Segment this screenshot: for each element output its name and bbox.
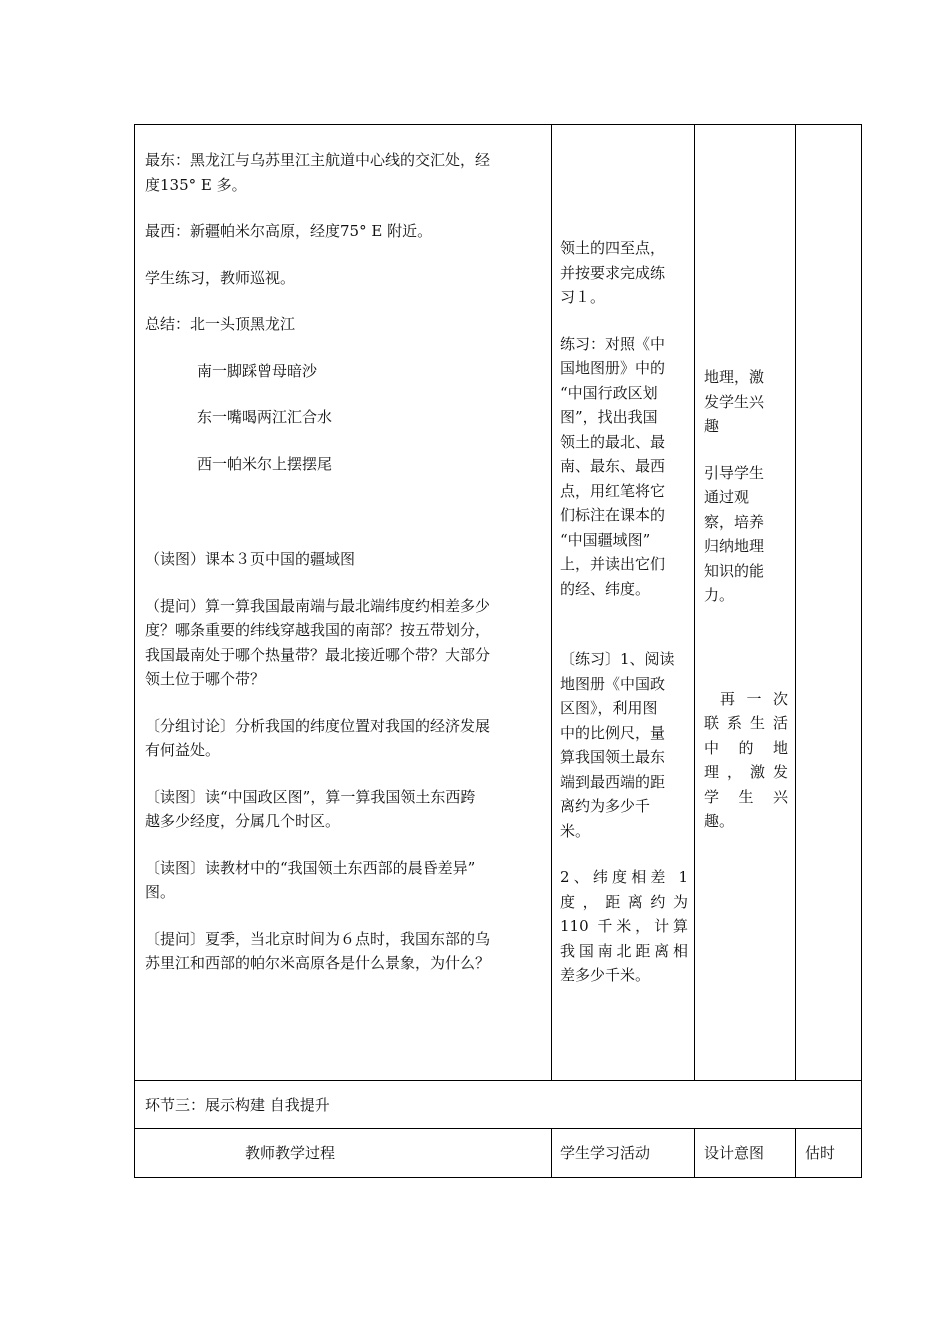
- table-col-divider: [694, 124, 695, 1081]
- text-line: 端到最西端的距: [560, 772, 666, 791]
- text-line: 离约为多少千: [560, 797, 651, 815]
- text-line: 最西：新疆帕米尔高原，经度75° E 附近。: [145, 222, 433, 240]
- table-row-divider: [134, 1080, 862, 1081]
- summary-title: 总结：北一头顶黑龙江: [145, 315, 296, 333]
- text-line: “中国行政区划: [560, 383, 658, 402]
- header-design-intent: 设计意图: [704, 1144, 765, 1162]
- text-line: 区图》，利用图: [560, 699, 658, 717]
- header-time-estimate: 估时: [805, 1144, 836, 1162]
- text-line: 领土的最北、最: [560, 432, 666, 451]
- text-line: 学生练习，教师巡视。: [145, 268, 296, 287]
- text-line: 联系生活: [704, 714, 788, 732]
- text-line: 有何益处。: [145, 741, 221, 759]
- text-line: 通过观: [704, 488, 750, 506]
- text-line: 中的比例尺，量: [560, 723, 666, 742]
- text-line: 〔读图〕读教材中的“我国领土东西部的晨昏差异”: [145, 858, 476, 877]
- table-col-divider: [551, 124, 552, 1081]
- text-line: 度？哪条重要的纬线穿越我国的南部？按五带划分，: [145, 621, 491, 639]
- text-line: 引导学生: [704, 463, 765, 482]
- text-line: 再一次: [720, 689, 788, 708]
- text-line: 〔读图〕读“中国政区图”，算一算我国领土东西跨: [145, 787, 476, 806]
- text-line: 发学生兴: [704, 392, 765, 411]
- section-title: 环节三：展示构建 自我提升: [145, 1096, 330, 1114]
- text-line: “中国疆域图”: [560, 530, 651, 549]
- text-line: 图。: [145, 883, 176, 901]
- text-line: 图”，找出我国: [560, 408, 658, 426]
- text-line: 知识的能: [704, 561, 765, 580]
- text-line: 最东：黑龙江与乌苏里江主航道中心线的交汇处，经: [145, 151, 491, 169]
- summary-line: 西一帕米尔上摆摆尾: [197, 454, 333, 473]
- table-col-divider: [694, 1128, 695, 1178]
- summary-line: 东一嘴喝两江汇合水: [197, 408, 333, 426]
- text-line: 〔分组讨论〕分析我国的纬度位置对我国的经济发展: [145, 716, 491, 735]
- text-line: 力。: [704, 586, 735, 604]
- summary-line: 南一脚踩曾母暗沙: [197, 361, 318, 380]
- text-line: 趣: [704, 417, 720, 435]
- text-line: 度，距离约为: [560, 892, 688, 911]
- text-line: （读图）课本３页中国的疆域图: [145, 550, 356, 568]
- text-line: 的经、纬度。: [560, 579, 651, 598]
- text-line: 越多少经度，分属几个时区。: [145, 812, 341, 830]
- lesson-plan-table: [134, 124, 862, 1178]
- text-line: 们标注在课本的: [560, 506, 666, 524]
- text-line: 差多少千米。: [560, 966, 651, 984]
- text-line: 理，激发: [704, 763, 788, 781]
- text-line: 并按要求完成练: [560, 263, 666, 282]
- header-student-activity: 学生学习活动: [560, 1144, 651, 1162]
- text-line: 〔练习〕1、阅读: [560, 650, 675, 668]
- text-line: 算我国领土最东: [560, 748, 666, 766]
- text-line: 练习：对照《中: [560, 334, 666, 353]
- text-line: 我国最南处于哪个热量带？最北接近哪个带？大部分: [145, 645, 491, 664]
- table-border-left: [134, 124, 135, 1178]
- text-line: 度135° E 多。: [145, 175, 247, 194]
- text-line: 学生兴: [704, 787, 788, 806]
- table-border-right: [861, 124, 862, 1178]
- text-line: 归纳地理: [704, 537, 765, 555]
- text-line: 2、纬度相差 1: [560, 868, 688, 886]
- table-border-top: [134, 124, 862, 125]
- text-line: 110 千米，计算: [560, 917, 688, 935]
- text-line: 我国南北距离相: [560, 941, 688, 960]
- table-col-divider: [795, 1128, 796, 1178]
- text-line: 南、最东、最西: [560, 457, 666, 475]
- text-line: 察，培养: [704, 512, 765, 531]
- text-line: 国地图册》中的: [560, 359, 666, 377]
- text-line: 中的地: [704, 738, 788, 757]
- text-line: 领土的四至点，: [560, 239, 666, 257]
- text-line: 点，用红笔将它: [560, 481, 666, 500]
- text-line: 米。: [560, 821, 591, 840]
- text-line: 〔提问〕夏季，当北京时间为６点时，我国东部的乌: [145, 929, 491, 948]
- text-line: 地图册《中国政: [560, 674, 666, 693]
- text-line: 领土位于哪个带？: [145, 670, 266, 688]
- teacher-process-cell: [145, 148, 543, 976]
- text-line: （提问）算一算我国最南端与最北端纬度约相差多少: [145, 596, 491, 615]
- student-activity-cell: [560, 236, 688, 988]
- text-line: 上，并读出它们: [560, 555, 666, 573]
- text-line: 地理，激: [704, 368, 765, 386]
- text-line: 习１。: [560, 288, 606, 306]
- design-intent-cell: [704, 365, 788, 834]
- text-line: 苏里江和西部的帕尔米高原各是什么景象，为什么？: [145, 954, 491, 972]
- header-teacher-process: 教师教学过程: [245, 1144, 336, 1162]
- text-line: 趣。: [704, 812, 735, 830]
- table-row-divider: [134, 1128, 862, 1129]
- table-col-divider: [551, 1128, 552, 1178]
- table-border-bottom: [134, 1177, 862, 1178]
- table-col-divider: [795, 124, 796, 1081]
